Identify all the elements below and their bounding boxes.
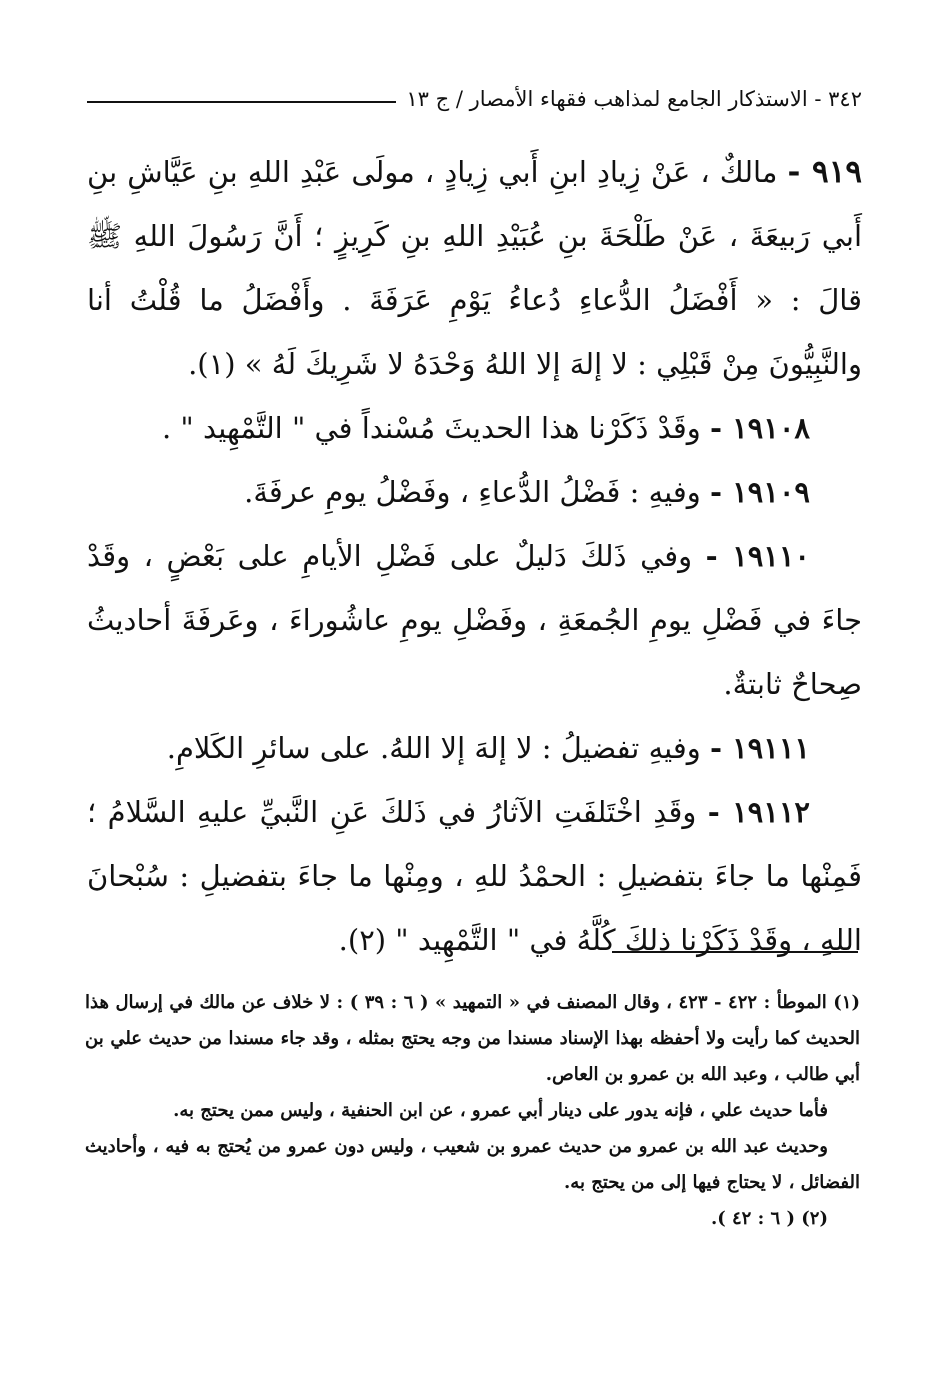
paragraph-number: ١٩١٠٩ - <box>709 475 810 509</box>
footnote-1-continuation-b: وحديث عبد الله بن عمرو من حديث عمرو بن شعيب ، وليس دون عمرو من يُحتج به فيه ، وأحاديث الفضائل ، لا يحتاج فيها إلى من يحتج به. <box>85 1136 860 1193</box>
paragraph-number: ١٩١١١ - <box>709 731 810 765</box>
main-text <box>87 140 862 972</box>
footnote-1: (١) الموطأ : ٤٢٢ - ٤٢٣ ، وقال المصنف في « التمهيد » ( ٦ : ٣٩ ) : لا خلاف عن مالك في إرسال هذا الحديث كما رأيت ولا أحفظه بهذا الإسناد مسندا من وجه يحتج بمثله ، وقد جاء مسندا من حديث علي بن أبي طالب ، وعبد الله بن عمرو بن العاص. <box>85 992 860 1085</box>
paragraph-19110 <box>87 524 862 716</box>
footnote-1-continuation-a: فأما حديث علي ، فإنه يدور على دينار أبي عمرو ، عن ابن الحنفية ، وليس ممن يحتج به. <box>173 1100 828 1121</box>
paragraph-text: وفيهِ : فَضْلُ الدُّعاءِ ، وفَضْلُ يومِ عرفَةَ. <box>244 475 701 509</box>
paragraph-number: ١٩١١٢ - <box>707 795 810 829</box>
running-header <box>87 82 862 116</box>
paragraph-text: وفي ذَلكَ دَليلٌ على فَضْلِ الأيامِ على بَعْضٍ ، وقَدْ جاءَ في فَضْلِ يومِ الجُمعَةِ ، وفَضْلِ يومِ عاشُوراءَ ، وعَرفَةَ أحاديثُ صِحاحٌ ثابتةٌ. <box>87 539 862 701</box>
paragraph-number: ١٩١٠٨ - <box>709 411 810 445</box>
header-title: ٣٤٢ - الاستذكار الجامع لمذاهب فقهاء الأمصار / ج ١٣ <box>406 87 862 111</box>
hadith-text: مالكٌ ، عَنْ زِيادِ ابنِ أَبي زِيادٍ ، مولَى عَبْدِ اللهِ بنِ عَيَّاشِ بنِ أَبي رَبيعَةَ ، عَنْ طَلْحَةَ بنِ عُبَيْدِ اللهِ بنِ كَرِيزٍ ؛ أَنَّ رَسُولَ اللهِ ﷺ قالَ : « أَفْضَلُ الدُّعاءِ دُعاءُ يَوْمِ عَرَفَةَ . وأَفْضَلُ ما قُلْتُ أنا والنَّبِيُّونَ مِنْ قَبْلِي : لا إلهَ إلا اللهُ وَحْدَهُ لا شَرِيكَ لَهُ » (١). <box>87 155 862 381</box>
paragraph-19111 <box>87 716 862 780</box>
paragraph-19108 <box>87 396 862 460</box>
footnote-separator <box>612 951 858 953</box>
header-rule <box>87 101 396 103</box>
paragraph-number: ١٩١١٠ - <box>705 539 811 573</box>
hadith-number: ٩١٩ - <box>787 154 862 190</box>
hadith-paragraph <box>87 140 862 396</box>
paragraph-text: وقَدْ ذَكَرْنا هذا الحديثَ مُسْنداً في " التَّمْهِيد " . <box>161 411 701 445</box>
footnotes <box>85 985 860 1237</box>
footnote-2: (٢) ( ٦ : ٤٢ ). <box>710 1208 828 1229</box>
paragraph-text: وفيهِ تفضيلُ : لا إلهَ إلا اللهُ. على سائرِ الكَلامِ. <box>166 731 701 765</box>
paragraph-19109 <box>87 460 862 524</box>
paragraph-19112 <box>87 780 862 972</box>
paragraph-text: وقَدِ اخْتَلفَتِ الآثارُ في ذَلكَ عَنِ النَّبيِّ عليهِ السَّلامُ ؛ فَمِنْها ما جاءَ بتفضيلِ : الحمْدُ للهِ ، ومِنْها ما جاءَ بتفضيلِ : سُبْحانَ اللهِ ، وقَدْ ذَكَرْنا ذلكَ كُلَّهُ في " التَّمْهِيد " (٢). <box>87 795 862 957</box>
